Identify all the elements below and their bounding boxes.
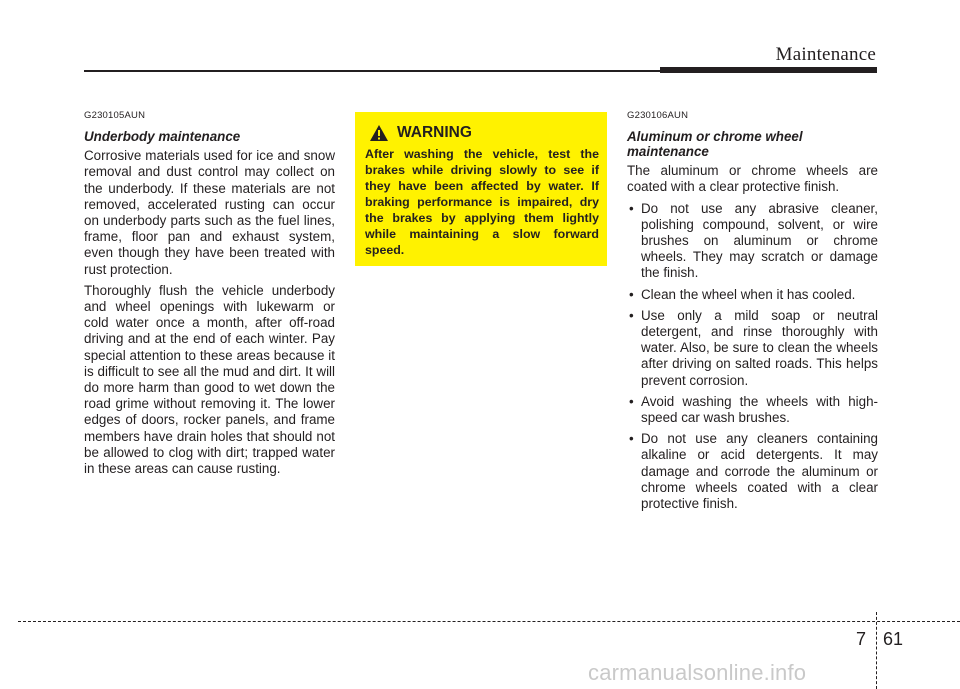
page-number: 61 bbox=[883, 629, 904, 649]
paragraph: Corrosive materials used for ice and snow removal and dust control may collect on the underbody. If these materials are not removed, accelerated rusting can occur on underbody parts such as the fuel lines, frame, floor pan and exhaust system, even though they have been treated with rust protection. bbox=[84, 148, 335, 277]
warning-text: After washing the vehicle, test the brakes while driving slowly to see if they have been affected by water. If braking performance is impaired, dry the brakes by applying them lightly while maintaining a slow forward speed. bbox=[365, 147, 599, 257]
paragraph: The aluminum or chrome wheels are coated with a clear protective finish. bbox=[627, 163, 878, 195]
chapter-number: 7 bbox=[856, 629, 867, 649]
right-column bbox=[627, 108, 878, 517]
paragraph: Thoroughly flush the vehicle underbody and wheel openings with lukewarm or cold water once a month, after off-road driving and at the end of each winter. Pay special attention to these areas because it is difficult to see all the mud and dirt. It will do more harm than good to wet down the road grime without removing it. The lower edges of doors, rocker panels, and frame members have drain holes that should not be allowed to clog with dirt; trapped water in these areas can cause rusting. bbox=[84, 282, 335, 477]
list-item: • Do not use any abrasive cleaner, polishing compound, solvent, or wire brushes on aluminum or chrome wheels. They may scratch or damage the finish. bbox=[627, 201, 878, 282]
section-heading: Aluminum or chrome wheel maintenance bbox=[627, 129, 803, 160]
footer-dashed-line bbox=[18, 621, 960, 622]
list-item: • Do not use any cleaners containing alkaline or acid detergents. It may damage and corrode the aluminum or chrome wheels coated with a clear protective finish. bbox=[627, 431, 878, 512]
header-rule-thick bbox=[660, 67, 877, 73]
warning-box bbox=[355, 112, 607, 266]
section-code: G230105AUN bbox=[84, 110, 146, 121]
footer-dashed-divider bbox=[876, 612, 877, 689]
header-rule-thin bbox=[84, 70, 664, 72]
section-heading: Underbody maintenance bbox=[84, 129, 241, 145]
list-item: • Clean the wheel when it has cooled. bbox=[627, 287, 878, 303]
left-column bbox=[84, 108, 335, 482]
section-title: Maintenance bbox=[775, 44, 876, 65]
list-item: • Use only a mild soap or neutral detergent, and rinse thoroughly with water. Also, be sure to clean the wheels after driving on salted roads. This helps prevent corrosion. bbox=[627, 308, 878, 389]
warning-triangle-icon bbox=[369, 124, 389, 142]
warning-title: WARNING bbox=[397, 124, 472, 141]
bullet-list bbox=[627, 201, 878, 513]
watermark-link[interactable]: carmanualsonline.info bbox=[588, 660, 807, 685]
list-item: • Avoid washing the wheels with high-speed car wash brushes. bbox=[627, 394, 878, 426]
warning-header bbox=[365, 124, 599, 142]
section-code: G230106AUN bbox=[627, 110, 689, 121]
